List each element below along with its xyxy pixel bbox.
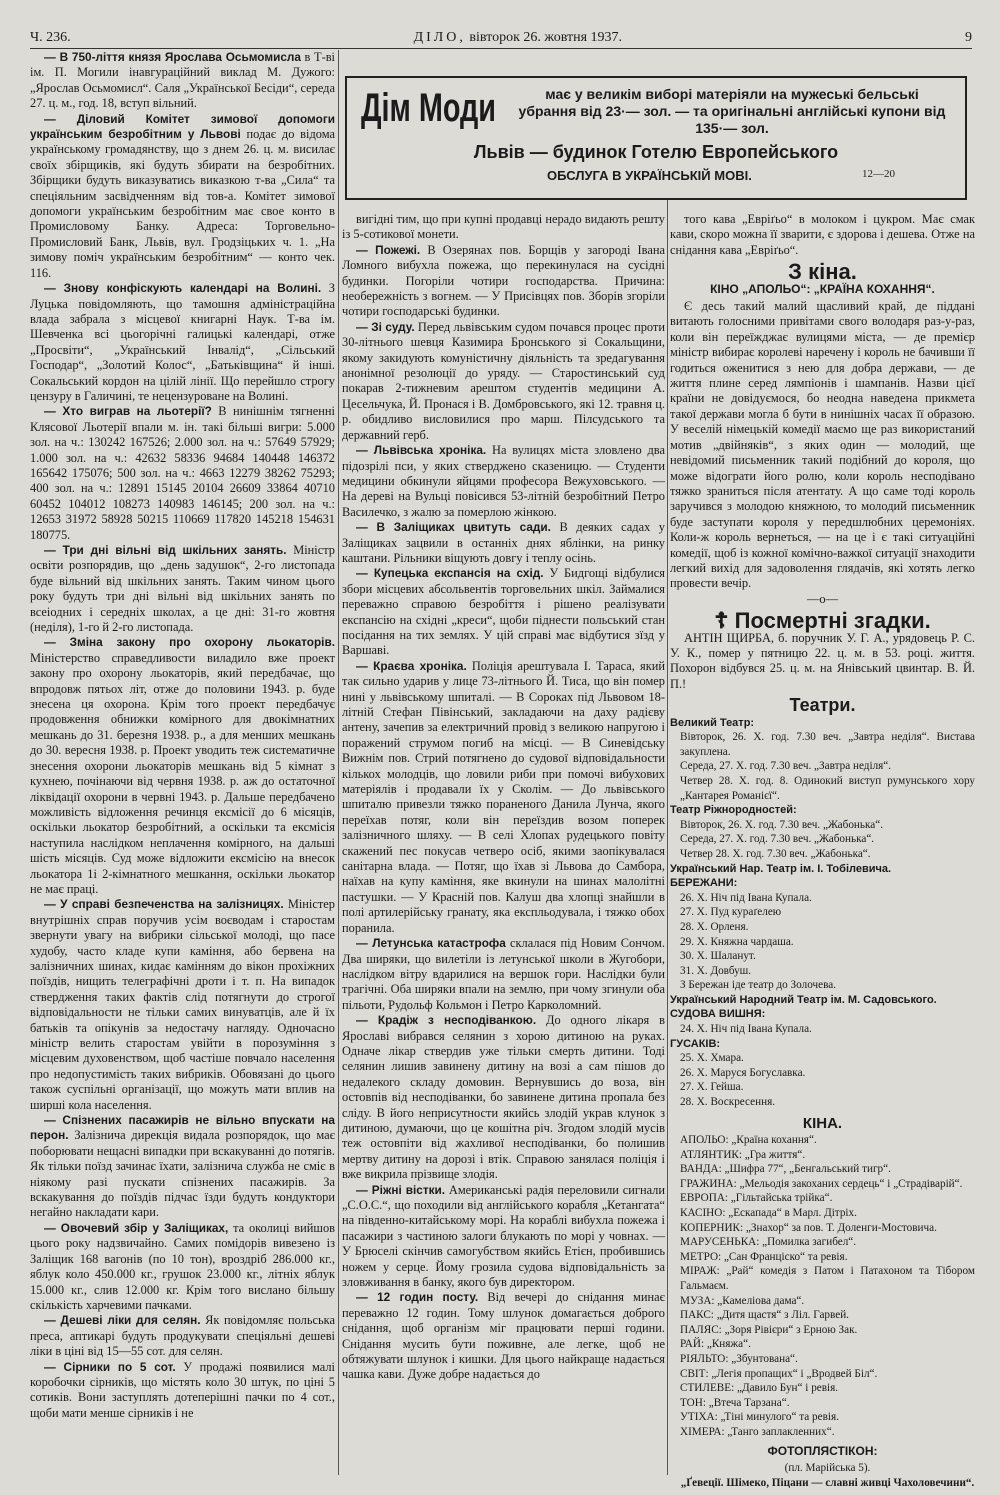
cinema-entry: РІЯЛЬТО: „Збунтована“.: [680, 1352, 798, 1365]
theatre-listing: [670, 716, 975, 1110]
cinema-entry: СВІТ: „Легія пропащих“ і „Вродвей Біл“.: [680, 1367, 878, 1380]
article-headline: — В 750-ліття князя Ярослава Осьмомисла: [44, 50, 301, 64]
article-body: У продажі появилися малі коробочки сірників, що містять коло 30 штук, по ціні 5 сотиків. Вони заступлять дотеперішні пачки по 4 сот., щоби мати менше сірників і не: [30, 1359, 335, 1420]
article-body: Поліція арештувала І. Тараса, який так сильно ударив у лице 73-літнього Й. Тиса, що він помер нині у львівському шпиталі. — В Сороках під Львовом 18-літній Стефан Півінський, закладаючи на даху радієву антену, зачепив за електричний провід з великою напругою і поражений струмом погиб на місці. — В Синевідську Вижнім пов. Стрий потягнено до судової відповідальности кількох молодців, що ловили риби при помочі вибухових матеріялів і продавали їх у Сколім. — До львівського шпиталю привезли тяжко пораненого Данила Лунча, якого переїхав потяг, коли він переїздив возом поперек залізничного шляху. — В селі Хлопах рудецького повіту скажений пес покусав четверо осіб, якими заопікувалася санітарна влада. — Потяг, що їхав зі Львова до Самбора, наїхав на купу каміння, яке вкинули на шинах малолітні пастушки. — У Красній пов. Калуш два хлопці знайшли в полі артилерійську гранату, яка експльодувала, і тяжко обох поранила.: [342, 658, 665, 935]
ad-service: ОБСЛУГА В УКРАЇНСЬКІЙ МОВІ.: [547, 168, 752, 183]
article: [30, 897, 335, 1113]
article-headline: — Зміна закону про охорону льокаторів.: [44, 635, 335, 650]
column-3: [670, 212, 975, 1490]
article-body: В нинішнім тягненні Клясової Льотерії впали м. ін. такі більші вигри: 5.000 зол. на ч.: 130242 167526; 2.000 зол. на ч.: 57649 57929; 1.000 зол. на ч.: 42632 58336 94684 140448 146372 165642 175076; 500 зол. на ч.: 4663 12279 38262 75293; 400 зол. на ч.: 12891 15145 20104 26609 33864 40710 60452 104012 108273 140983 146145; 200 зол. на ч.: 12653 31972 58928 50215 110669 117820 145218 154631 180775.: [30, 404, 335, 542]
ad-address: Львів — будинок Готелю Европейського: [473, 142, 839, 162]
cinema-entry: МЕТРО: „Сан Франціско“ та ревія.: [680, 1250, 848, 1263]
article-body: Від вечері до снідання минає переважно 12 годин. Тому шлунок домагається доброго снідання, щоб організм міг працювати перші години. Снідання мусить бути поживне, але легке, щоб не обтяжувати шлунок і кишки. Для цього найкраще надається чашка кави. Дуже добре надається до: [342, 1290, 665, 1382]
issue-number: Ч. 236.: [30, 30, 71, 45]
section-heading-obituaries: ☦ Посмертні згадки.: [714, 608, 931, 634]
article-headline: — Дешеві ліки для селян.: [44, 1313, 201, 1328]
performance-entry: 27. X. Пуд кураґелею: [680, 906, 782, 919]
cinema-entry: МАРУСЕНЬКА: „Помилка загибел“.: [680, 1236, 857, 1249]
cinema-listing: [670, 1133, 975, 1439]
film-review-text: Є десь такий малий щасливий край, де піддані витають голосними привітами свого володаря раз-у-раз, коли він переїжджає вулицями міста, — де премієр міністр вибирає королеві наречену і король не бачивши її годиться оженитися з нею для добра держави, — де життя плине серед лямпіонів і шампанів. Назви цієї країни не довідуємося, бо неодна наведена прикмета такої держави могла б бути в нинішніх часах її образою. У веселій німецькій комедії маємо ще раз використаний мотив „двійняків“, з яких один — молодий, ще невідомий письменник такий подібний до короля, що може відограти його ролю, коли король несподівано тяжко зраниться після атентату. А що саме тоді король заручився з молодою княжною, то молодий письменник буде заступати короля у передшлюбних церемоніях. Коли-ж король вернеться, — на це і є такі ситуаційні комедії, щоб із кожної комічно-важкої ситуації знаходити легкий вихід для задоволення глядачів, які хотять легко провести вечір.: [670, 299, 975, 591]
obituary-text: АНТІН ЩИРБА, б. поручник У. Г. А., урядовець Р. С. У. К., помер у пятницю 22. ц. м. в 53. році. життя. Похорон відбувся 25. ц. м. на Янівський цвинтар. В. Й. П.!: [670, 630, 975, 691]
performance-entry: 26. X. Ніч під Івана Купала.: [680, 891, 812, 904]
section-heading-cinemas: КІНА.: [802, 1114, 843, 1132]
cinema-entry: СТИЛЕВЕ: „Давило Бун“ і ревія.: [680, 1382, 839, 1395]
article-body: З Луцька повідомляють, що тамошня адміністраційна влада забрала з місцевої книгарні Наук. Т-ва ім. Шевченка всі цьогорічні галицькі календарі, отже „Просвіти“, „Український Інвалід“, „Сільський Господар“, „Золотий Колос“, „Батьківщина“ й інші. Сокальський кордон на цілій лінії. Що перейшло строгу цензуру в Галичині, те нецензуроване на Волині.: [30, 281, 335, 403]
article-body: На вулицях міста зловлено два підозрілі пси, у яких стверджено сказеницю. — Студенти медицини обкинули яйцями професора Вежуховського. — На дереві на Вульці повісився 53-літній безробітний Петро Василечко, з жалю за померлою жінкою.: [342, 443, 665, 519]
divider: —o—: [807, 591, 838, 606]
article-body: подає до відома українському громадянству, що з днем 26. ц. м. висилає своїх збірщиків, які будуть збирати на безробітних. Збірщики будуть виказуватись виказкою т-ва „Сила“ та спеціяльним засвідченням від тов-а. Комітет зимової допомоги українським безробітним має свое конто в Промисловому Банку. Адреса: Торговельно-Промисловий Банк, Львів, вул. Гродзіцьких ч. 1. „На зимову поміч українським безробітним“ — конто чек. 116.: [30, 127, 335, 280]
film-review-title: КІНО „АПОЛЬО“: „КРАЇНА КОХАННЯ“.: [710, 281, 935, 296]
cinema-entry: РАЙ: „Княжа“.: [680, 1338, 751, 1351]
article-headline: — Львівська хроніка.: [356, 443, 487, 458]
venue-name: ГУСАКІВ:: [670, 1037, 721, 1050]
venue-name: СУДОВА ВИШНЯ:: [670, 1008, 766, 1021]
article: [342, 566, 665, 658]
performance-entry: Четвер 28. X. год. 7.30 веч. „Жабонька“.: [680, 847, 871, 860]
cinema-entry: АТЛЯНТИК: „Гра життя“.: [680, 1148, 806, 1161]
cinema-entry: АПОЛЬО: „Країна кохання“.: [680, 1134, 817, 1147]
article: [342, 520, 665, 566]
article-headline: — Хто виграв на льотерії?: [44, 404, 212, 419]
article: [342, 1290, 665, 1382]
advertisement: [345, 76, 967, 200]
article: [342, 659, 665, 936]
article: [30, 1360, 335, 1422]
article-body: вигідні тим, що при купні продавці нерадо видають решту із 5-сотикової монети.: [342, 212, 665, 242]
article-headline: — 12 годин посту.: [356, 1290, 479, 1305]
performance-entry: 26. X. Маруся Богуславка.: [680, 1066, 806, 1079]
article-headline: — Овочевий збір у Заліщиках,: [44, 1220, 229, 1235]
cross-icon: ☦: [714, 608, 729, 634]
cinema-entry: ГРАЖИНА: „Мельодія закоханих сердець“ і „Страдіварій“.: [680, 1177, 963, 1190]
article: [342, 1183, 665, 1291]
article-body: Як повідомляє польська преса, аптикарі будуть продукувати спеціяльні дешеві ліки в ціні від 15—55 сот. для селян.: [30, 1313, 335, 1359]
venue-name: БЕРЕЖАНИ:: [670, 877, 738, 890]
article-headline: — Ріжні вістки.: [356, 1182, 446, 1197]
performance-entry: Четвер 28. X. год. 8. Одинокий виступ румунського хору „Кантарея Романієї“.: [680, 774, 975, 802]
article: [30, 635, 335, 897]
newspaper-title: ДІЛО,: [413, 30, 466, 45]
article-headline: — Пожежі.: [356, 242, 421, 257]
cinema-entry: КОПЕРНИК: „Знахор“ за пов. Т. Доленги-Мостовича.: [680, 1221, 937, 1234]
venue-name: Український Нар. Театр ім. І. Тобілевича.: [670, 862, 892, 875]
photoplasticon-address: (пл. Марійська 5).: [784, 1461, 871, 1474]
article-body: Американські радія переловили сигнали „С.О.С.“, що походили від англійського корабля „Кетангата“ на південно-китайському морі. На кораблі вибухла пожежа і пасажири з частиною залоги блукають по морі у човнах. — У Брюселі скінчив самогубством якийсь Етієн, пробившись ножем у серце. Йому грозила судова відповідальність за зловживання в банку, якого був директором.: [342, 1182, 665, 1290]
article-body: У Бидгощі відбулися збори місцевих абсольвентів торговельних шкіл. Займалися переважно справою безробіття і рішено реалізувати експансію на східні „креси“, щоби піднести польський стан посідання на тих землях. У цій справі має відбутися зїзд у Варшаві.: [342, 566, 665, 658]
article-body: та околиці вийшов цього року надзвичайно. Самих помідорів вивезено із Заліщик 168 вагонів (по 10 тон), вроздріб 286.000 кг., яблук коло 450.000 кг., грушок 23.000 кг., літніх яблук 15.000 кг., слив 12.000 кг. Крім того вислано більшу скількість харчевими пачками.: [30, 1220, 335, 1312]
article: [342, 243, 665, 320]
article-text: того кава „Евріґьо“ в молоком і цукром. Має смак кави, скоро можна її зварити, є здорова і дешева. Отже на снідання кава „Евріґьо“.: [670, 212, 975, 257]
article-headline: — В Заліщиках цвитуть сади.: [356, 520, 551, 535]
performance-entry: 24. X. Ніч під Івана Купала.: [680, 1023, 812, 1036]
article: [30, 112, 335, 281]
article-headline: — Крадіж з несподіванкою.: [356, 1013, 537, 1028]
column-1: [30, 50, 335, 1421]
article: [30, 543, 335, 635]
cinema-entry: ВАНДА: „Шифра 77“, „Бенгальський тигр“.: [680, 1163, 891, 1176]
cinema-entry: ЕВРОПА: „Гільтайська трійка“.: [680, 1192, 833, 1205]
cinema-entry: МУЗА: „Камеліова дама“.: [680, 1294, 805, 1307]
article-headline: — Три дні вільні від шкільних занять.: [44, 543, 287, 557]
performance-entry: 29. X. Княжна чардаша.: [680, 935, 794, 948]
performance-entry: Середа, 27. X. год. 7.30 веч. „Завтра неділя“.: [680, 760, 892, 773]
section-heading-theatres: Театри.: [789, 695, 856, 716]
venue-name: Великий Театр:: [670, 716, 755, 729]
venue-name: Український Народний Театр ім. М. Садовського.: [670, 993, 937, 1006]
article: [30, 1313, 335, 1359]
article: [342, 320, 665, 443]
article-headline: — У справі безпеченства на залізницях.: [44, 897, 284, 912]
article-body: Міністер внутрішніх справ поручив усім воєводам і старостам звернути увагу на вибрики сільської молоді, що пасе худобу, часто кладе купи каміння, або бервена на залізничних шинах, кидає камінням до вікон прохіжних поїздів, нищить телеграфічні дроти і т. п. На випадок ствердження таких фактів слід потягнути до строгої відповідальности не тільки самих винуватців, але й їх батьків та опікунів за недостачу нагляду. Одночасно міністр велить старостам увійти в порозуміння з місцевим духовенством, щоб частіше повчало населення про недопустимість таких вибриків. Обовязані до цього також суспільні організації, що можуть мати вплив на ширші кола населення.: [30, 897, 335, 1112]
venue-name: Театр Ріжнородностей:: [670, 804, 797, 817]
page-number: 9: [964, 30, 972, 45]
article: [30, 1113, 335, 1221]
article-body: Міністерство справедливости виладило вже проект закону про охорону льокаторів, який передбачає, що впродовж пятьох літ, отже до половини 1943. р. буде знесена ця охорона. Крім того проект передбачує продовження обнижки комірного для двокімнатних мешкань до 31. березня 1938. р., а для менших мешкань до 30. вересня 1938. р. Проект уводить теж систематичне знесення охорони льокаторів мешкань від 5 кімнат з кухнею, почінаючи від червня 1938. р. аж до остаточної ліквідації охорони в червні 1943. р. Дальше передбачено можливість відложення речинця ексмісії до 6 місяців, оскільки льокатор безробітний, а оскільки та ексмісія наступила наслідком неплачення комірного, на дальші шість місяців. Суд може відложити ексмісію на внесок льокатора 1і 2-кімнатного мешкання, оскільки льокатор не має праці.: [30, 650, 335, 896]
ad-code: 12—20: [862, 168, 895, 180]
article-headline: — Купецька експансія на схід.: [356, 566, 544, 581]
article: [342, 443, 665, 520]
article-body: В Озерянах пов. Борщів у загороді Івана Ломного вибухла пожежа, що перекинулася на сусідні будинки. Погоріли чотири господарства. Причина: необережність з вогнем. — У Присівцях пов. Зборів згоріли чотири господарські будинки.: [342, 242, 665, 319]
performance-entry: 30. X. Шаланут.: [680, 950, 756, 963]
column-rule: [667, 200, 668, 1475]
article-headline: — Діловий Комітет зимової допомоги українським безробітним у Львові: [30, 111, 335, 142]
cinema-entry: МІРАЖ: „Рай“ комедія з Патом і Патахоном та Тібором Гальмаєм.: [680, 1265, 975, 1292]
article-headline: — Спізнених пасажирів не вільно впускати на перон.: [30, 1113, 335, 1143]
article-headline: — Краєва хроніка.: [356, 658, 467, 673]
article-body: В деяких садах у Заліщиках зацвили в останніх днях яблінки, на ринку каштани. Рільники віщують довгу і теплу осінь.: [342, 520, 665, 565]
performance-entry: Середа, 27. X. год. 7.30 веч. „Жабонька“.: [680, 833, 875, 846]
photoplasticon-heading: ФОТОПЛЯСТІКОН:: [767, 1443, 878, 1458]
article: [30, 50, 335, 112]
article-headline: — Знову конфіскують календарі на Волині.: [44, 281, 322, 296]
ad-brand: Дім Моди: [361, 86, 497, 130]
column-rule: [338, 50, 339, 1475]
article-body: в Т-ві ім. П. Могили інавгураційний виклад М. Дужого: „Ярослав Осьмомисл“. Саля „Української Бесіди“, середа 27. ц. м., год. 18, вступ вільний.: [30, 50, 335, 111]
article: [30, 281, 335, 404]
performance-entry: 25. X. Хмара.: [680, 1052, 744, 1065]
article-body: Залізнича дирекція видала розпорядок, що має поборювати нещасні випадки при вскакуванні до потягів. Як тільки поїзд зачинає їхати, залізнича служба не сміє в ніякому разі пускати спізнених пасажирів. За вскакування до поїздів підчас їзди будуть кондуктори негайно накладати кари.: [30, 1128, 335, 1220]
issue-date: вівторок 26. жовтня 1937.: [469, 30, 623, 45]
cinema-entry: КАСІНО: „Ескапада“ в Марл. Дітріх.: [680, 1207, 857, 1219]
performance-entry: 31. X. Довбуш.: [680, 964, 752, 977]
performance-entry: Вівторок, 26. X. год. 7.30 веч. „Жабонька“.: [680, 818, 883, 831]
cinema-entry: УТІХА: „Тіні минулого“ та ревія.: [680, 1411, 839, 1424]
performance-entry: 28. X. Воскресення.: [680, 1096, 776, 1109]
article-body: склалася під Новим Сончом. Два ширяки, що вилетіли із летунської школи в Жугобори, наслідком вітру вдарилися на вершок гори. Наслідки були трагічні. Оба ширяки впали на землю, при чому згинули оба пільоти, Рудольф Кольмон і Петро Карколомний.: [342, 936, 665, 1012]
cinema-entry: ПАЛЯС: „Зоря Рівієри“ з Ерною Зак.: [680, 1323, 858, 1336]
article-body: Міністр освіти розпорядив, що „день задушок“, 2-го листопада буде вільний від шкільних занять. Таким чином цього року будуть три дні вільні від шкільних занять по всеіодних і середніх школах, а це дні: 31-го жовтня (неділя), 1-го й 2-го листопада.: [30, 543, 335, 635]
performance-entry: Вівторок, 26. X. год. 7.30 веч. „Завтра неділя“. Вистава закуплена.: [680, 731, 975, 758]
cinema-entry: ТОН: „Втеча Тарзана“.: [680, 1396, 790, 1409]
ad-text: має у великім виборі матеріяли на мужеські бельські убрання від 23·— зол. — та оригінальні англійські купони від 135·— зол.: [518, 86, 946, 136]
performance-entry: 27. X. Гейша.: [680, 1081, 744, 1094]
cinema-entry: ПАКС: „Дитя щастя“ з Ліл. Гарвей.: [680, 1309, 849, 1322]
article-headline: — Сірники по 5 сот.: [44, 1359, 176, 1374]
article: [342, 1013, 665, 1182]
page-header: [30, 30, 972, 49]
performance-entry: З Бережан іде театр до Золочева.: [680, 979, 836, 992]
article-body: До одного лікаря в Ярославі вибрався селянин з хорою дитиною на руках. Одначе лікар ствердив уже тільки смерть дитини. Тоді селянин лишив завинену дитину на возі а сам пішов до недалекого складу домовин. Вернувшись до воза, він остовпів від несподіванки, бо завинене дитина пропала без сліду. В його неприсутности якийсь злодій украв клунок з дитиною, думаючи, що це кошітна річ. Згодом злодій мусів теж остовпіти від жахливої несподіванки, бо полишив мертву дитину на дорозі і втік. Справою занялася поліція і вже викрила прізвище злодія.: [342, 1013, 665, 1182]
article: [342, 212, 665, 243]
photoplasticon-text: „Ґевеції. Шімеко, Піцани — славні живці Чахоловечини“.: [680, 1476, 975, 1489]
article: [30, 404, 335, 543]
article: [30, 1221, 335, 1313]
cinema-entry: ХІМЕРА: „Танго заплакленних“.: [680, 1425, 835, 1438]
article-headline: — Зі суду.: [356, 319, 415, 334]
article: [342, 936, 665, 1013]
performance-entry: 28. X. Орленя.: [680, 920, 749, 933]
article-headline: — Летунська катастрофа: [356, 936, 506, 951]
section-heading-cinema: З кіна.: [788, 259, 857, 285]
column-2: [342, 212, 665, 1383]
article-body: Перед львівським судом почався процес проти 30-літнього шевця Казимира Бронського зі Сокальщини, якому закидують комуністичну діяльність та зредагування анонімної резолюції до уряду. — Старостинський суд покарав 2-тижневим арештом студентів медицини А. Цесельчука, Й. Пронася і В. Домбровського, які 12. травня ц. р. обидливо висловилися про марш. Пілсудського та державний герб.: [342, 319, 665, 442]
